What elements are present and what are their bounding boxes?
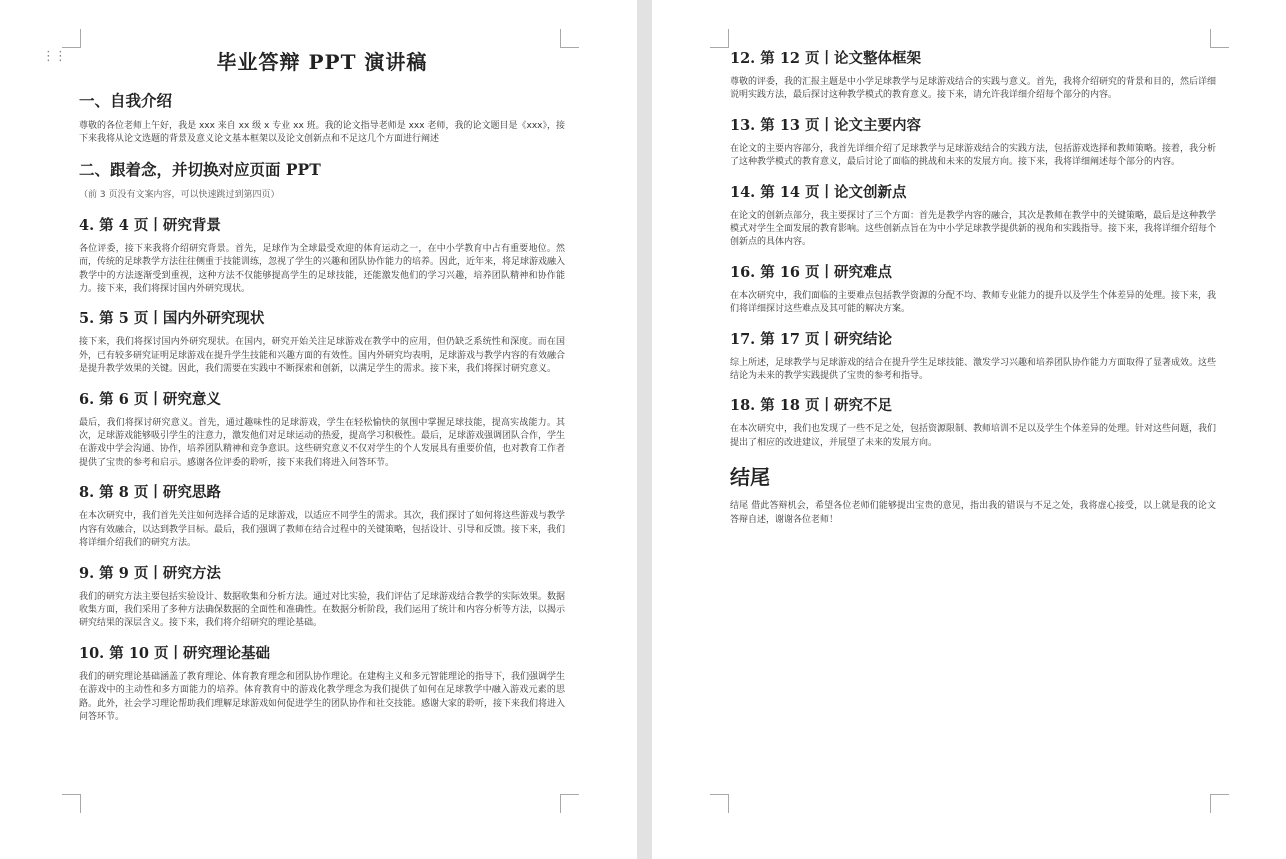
drag-handle-icon[interactable]: ⋮⋮ bbox=[42, 49, 66, 64]
section-heading: 一、自我介绍 bbox=[79, 91, 173, 110]
section-paragraph: 在本次研究中，我们首先关注如何选择合适的足球游戏，以适应不同学生的需求。其次，我们探讨了如何将这些游戏与教学内容有效融合，以达到教学目标。最后，我们强调了教师在结合过程中的关键策略，包括设计、引导和反馈。接下来，我们将详细介绍我们的研究方法。 bbox=[79, 511, 566, 549]
page-gap bbox=[637, 0, 652, 859]
margin-marker-bottom-left bbox=[62, 794, 81, 813]
section-heading: 18. 第 18 页丨研究不足 bbox=[730, 397, 893, 415]
document-page-left bbox=[0, 0, 637, 859]
section-paragraph: 在论文的创新点部分，我主要探讨了三个方面：首先是教学内容的融合，其次是教师在教学中的关键策略，最后是这种教学模式对学生全面发展的教育影响。这些创新点旨在为中小学足球教学提供新的视角和实践指导。接下来，我将详细介绍每个创新点的具体内容。 bbox=[730, 210, 1217, 248]
margin-marker-top-right bbox=[1210, 29, 1229, 48]
section-heading: 17. 第 17 页丨研究结论 bbox=[730, 330, 893, 348]
section-heading: 14. 第 14 页丨论文创新点 bbox=[730, 183, 907, 201]
section-heading: 6. 第 6 页丨研究意义 bbox=[79, 390, 221, 408]
section-heading: 5. 第 5 页丨国内外研究现状 bbox=[79, 310, 265, 328]
document-page-right bbox=[652, 0, 1286, 859]
section-paragraph: 接下来，我们将探讨国内外研究现状。在国内，研究开始关注足球游戏在教学中的应用，但仍缺乏系统性和深度。而在国外，已有较多研究证明足球游戏在提升学生技能和兴趣方面的有效性。国内外研究均表明，足球游戏与教学内容的有效融合是提升教学效果的关键。因此，我们需要在实践中不断探索和创新，以满足学生的需求。接下来，我们将探讨研究意义。 bbox=[79, 337, 566, 375]
section-heading: 8. 第 8 页丨研究思路 bbox=[79, 484, 221, 502]
margin-marker-bottom-right bbox=[560, 794, 579, 813]
section-heading: 13. 第 13 页丨论文主要内容 bbox=[730, 116, 922, 134]
section-heading: 4. 第 4 页丨研究背景 bbox=[79, 216, 221, 234]
section-paragraph: 我们的研究理论基础涵盖了教育理论、体育教育理念和团队协作理论。在建构主义和多元智能理论的指导下，我们强调学生在游戏中的主动性和多方面能力的培养。体育教育中的游戏化教学理念为我们提供了如何在足球教学中融入游戏元素的思路。此外，社会学习理论帮助我们理解足球游戏如何促进学生的团队协作和社交技能。感谢大家的聆听，接下来我们将进入问答环节。 bbox=[79, 671, 566, 722]
closing-heading: 结尾 bbox=[730, 465, 770, 490]
section-heading: 9. 第 9 页丨研究方法 bbox=[79, 564, 221, 582]
document-title: 毕业答辩 PPT 演讲稿 bbox=[216, 50, 428, 74]
section-paragraph: 最后，我们将探讨研究意义。首先，通过趣味性的足球游戏，学生在轻松愉快的氛围中掌握足球技能，提高实战能力。其次，足球游戏能够吸引学生的注意力，激发他们对足球运动的热爱，提高学习积极性。最后，足球游戏强调团队合作，学生在游戏中学会沟通、协作，培养团队精神和竞争意识。这些研究意义不仅对学生的个人发展具有重要价值，也对教育工作者提供了宝贵的参考和启示。感谢各位评委的聆听，接下来我们将进入问答环节。 bbox=[79, 417, 566, 468]
section-note: （前 3 页没有文案内容，可以快速跳过到第四页） bbox=[79, 189, 280, 200]
section-paragraph: 在论文的主要内容部分，我首先详细介绍了足球教学与足球游戏结合的实践方法，包括游戏选择和教师策略。接着，我分析了这种教学模式的教育意义，最后讨论了面临的挑战和未来的发展方向。接下来，我将详细阐述每个部分的内容。 bbox=[730, 143, 1217, 168]
section-heading: 16. 第 16 页丨研究难点 bbox=[730, 263, 893, 281]
section-paragraph: 在本次研究中，我们面临的主要难点包括教学资源的分配不均、教师专业能力的提升以及学生个体差异的处理。接下来，我们将详细探讨这些难点及其可能的解决方案。 bbox=[730, 290, 1217, 315]
section-heading: 12. 第 12 页丨论文整体框架 bbox=[730, 50, 922, 67]
right-page-content bbox=[730, 47, 1216, 538]
margin-marker-bottom-right bbox=[1210, 794, 1229, 813]
margin-marker-top-left bbox=[710, 29, 729, 48]
left-page-content bbox=[79, 46, 565, 735]
section-paragraph: 尊敬的评委，我的汇报主题是中小学足球教学与足球游戏结合的实践与意义。首先，我将介绍研究的背景和目的，然后详细说明实践方法，最后探讨这种教学模式的教育意义。接下来，请允许我详细介绍每个部分的内容。 bbox=[730, 77, 1217, 101]
section-paragraph: 我们的研究方法主要包括实验设计、数据收集和分析方法。通过对比实验，我们评估了足球游戏结合教学的实际效果。数据收集方面，我们采用了多种方法确保数据的全面性和准确性。在数据分析阶段，我们运用了统计和内容分析等方法，以揭示研究结果的深层含义。接下来，我们将介绍研究的理论基础。 bbox=[79, 591, 566, 629]
section-paragraph: 尊敬的各位老师上午好，我是 xxx 来自 xx 级 x 专业 xx 班。我的论文指导老师是 xxx 老师，我的论文题目是《xxx》，接下来我将从论文选题的背景及意义论文基本框架以及论文创新点和不足这几个方面进行阐述 bbox=[79, 121, 565, 145]
section-heading: 10. 第 10 页丨研究理论基础 bbox=[79, 644, 271, 662]
section-paragraph: 各位评委，接下来我将介绍研究背景。首先，足球作为全球最受欢迎的体育运动之一，在中小学教育中占有重要地位。然而，传统的足球教学方法往往侧重于技能训练，忽视了学生的兴趣和团队协作能力的培养。因此，近年来，将足球游戏融入教学中的方法逐渐受到重视，这种方法不仅能够提高学生的足球技能，还能激发他们的学习兴趣，培养团队精神和协作能力。接下来，我们将探讨国内外研究现状。 bbox=[79, 243, 566, 295]
section-paragraph: 在本次研究中，我们也发现了一些不足之处，包括资源限制、教师培训不足以及学生个体差异的处理。针对这些问题，我们提出了相应的改进建议，并展望了未来的发展方向。 bbox=[730, 424, 1217, 448]
section-paragraph: 综上所述，足球教学与足球游戏的结合在提升学生足球技能、激发学习兴趣和培养团队协作能力方面取得了显著成效。这些结论为未来的教学实践提供了宝贵的参考和指导。 bbox=[730, 357, 1217, 382]
section-heading: 二、跟着念，并切换对应页面 PPT bbox=[79, 159, 321, 179]
closing-paragraph: 结尾 借此答辩机会，希望各位老师们能够提出宝贵的意见，指出我的错误与不足之处，我将虚心接受，以上就是我的论文答辩自述，谢谢各位老师！ bbox=[730, 501, 1216, 525]
margin-marker-bottom-left bbox=[710, 794, 729, 813]
